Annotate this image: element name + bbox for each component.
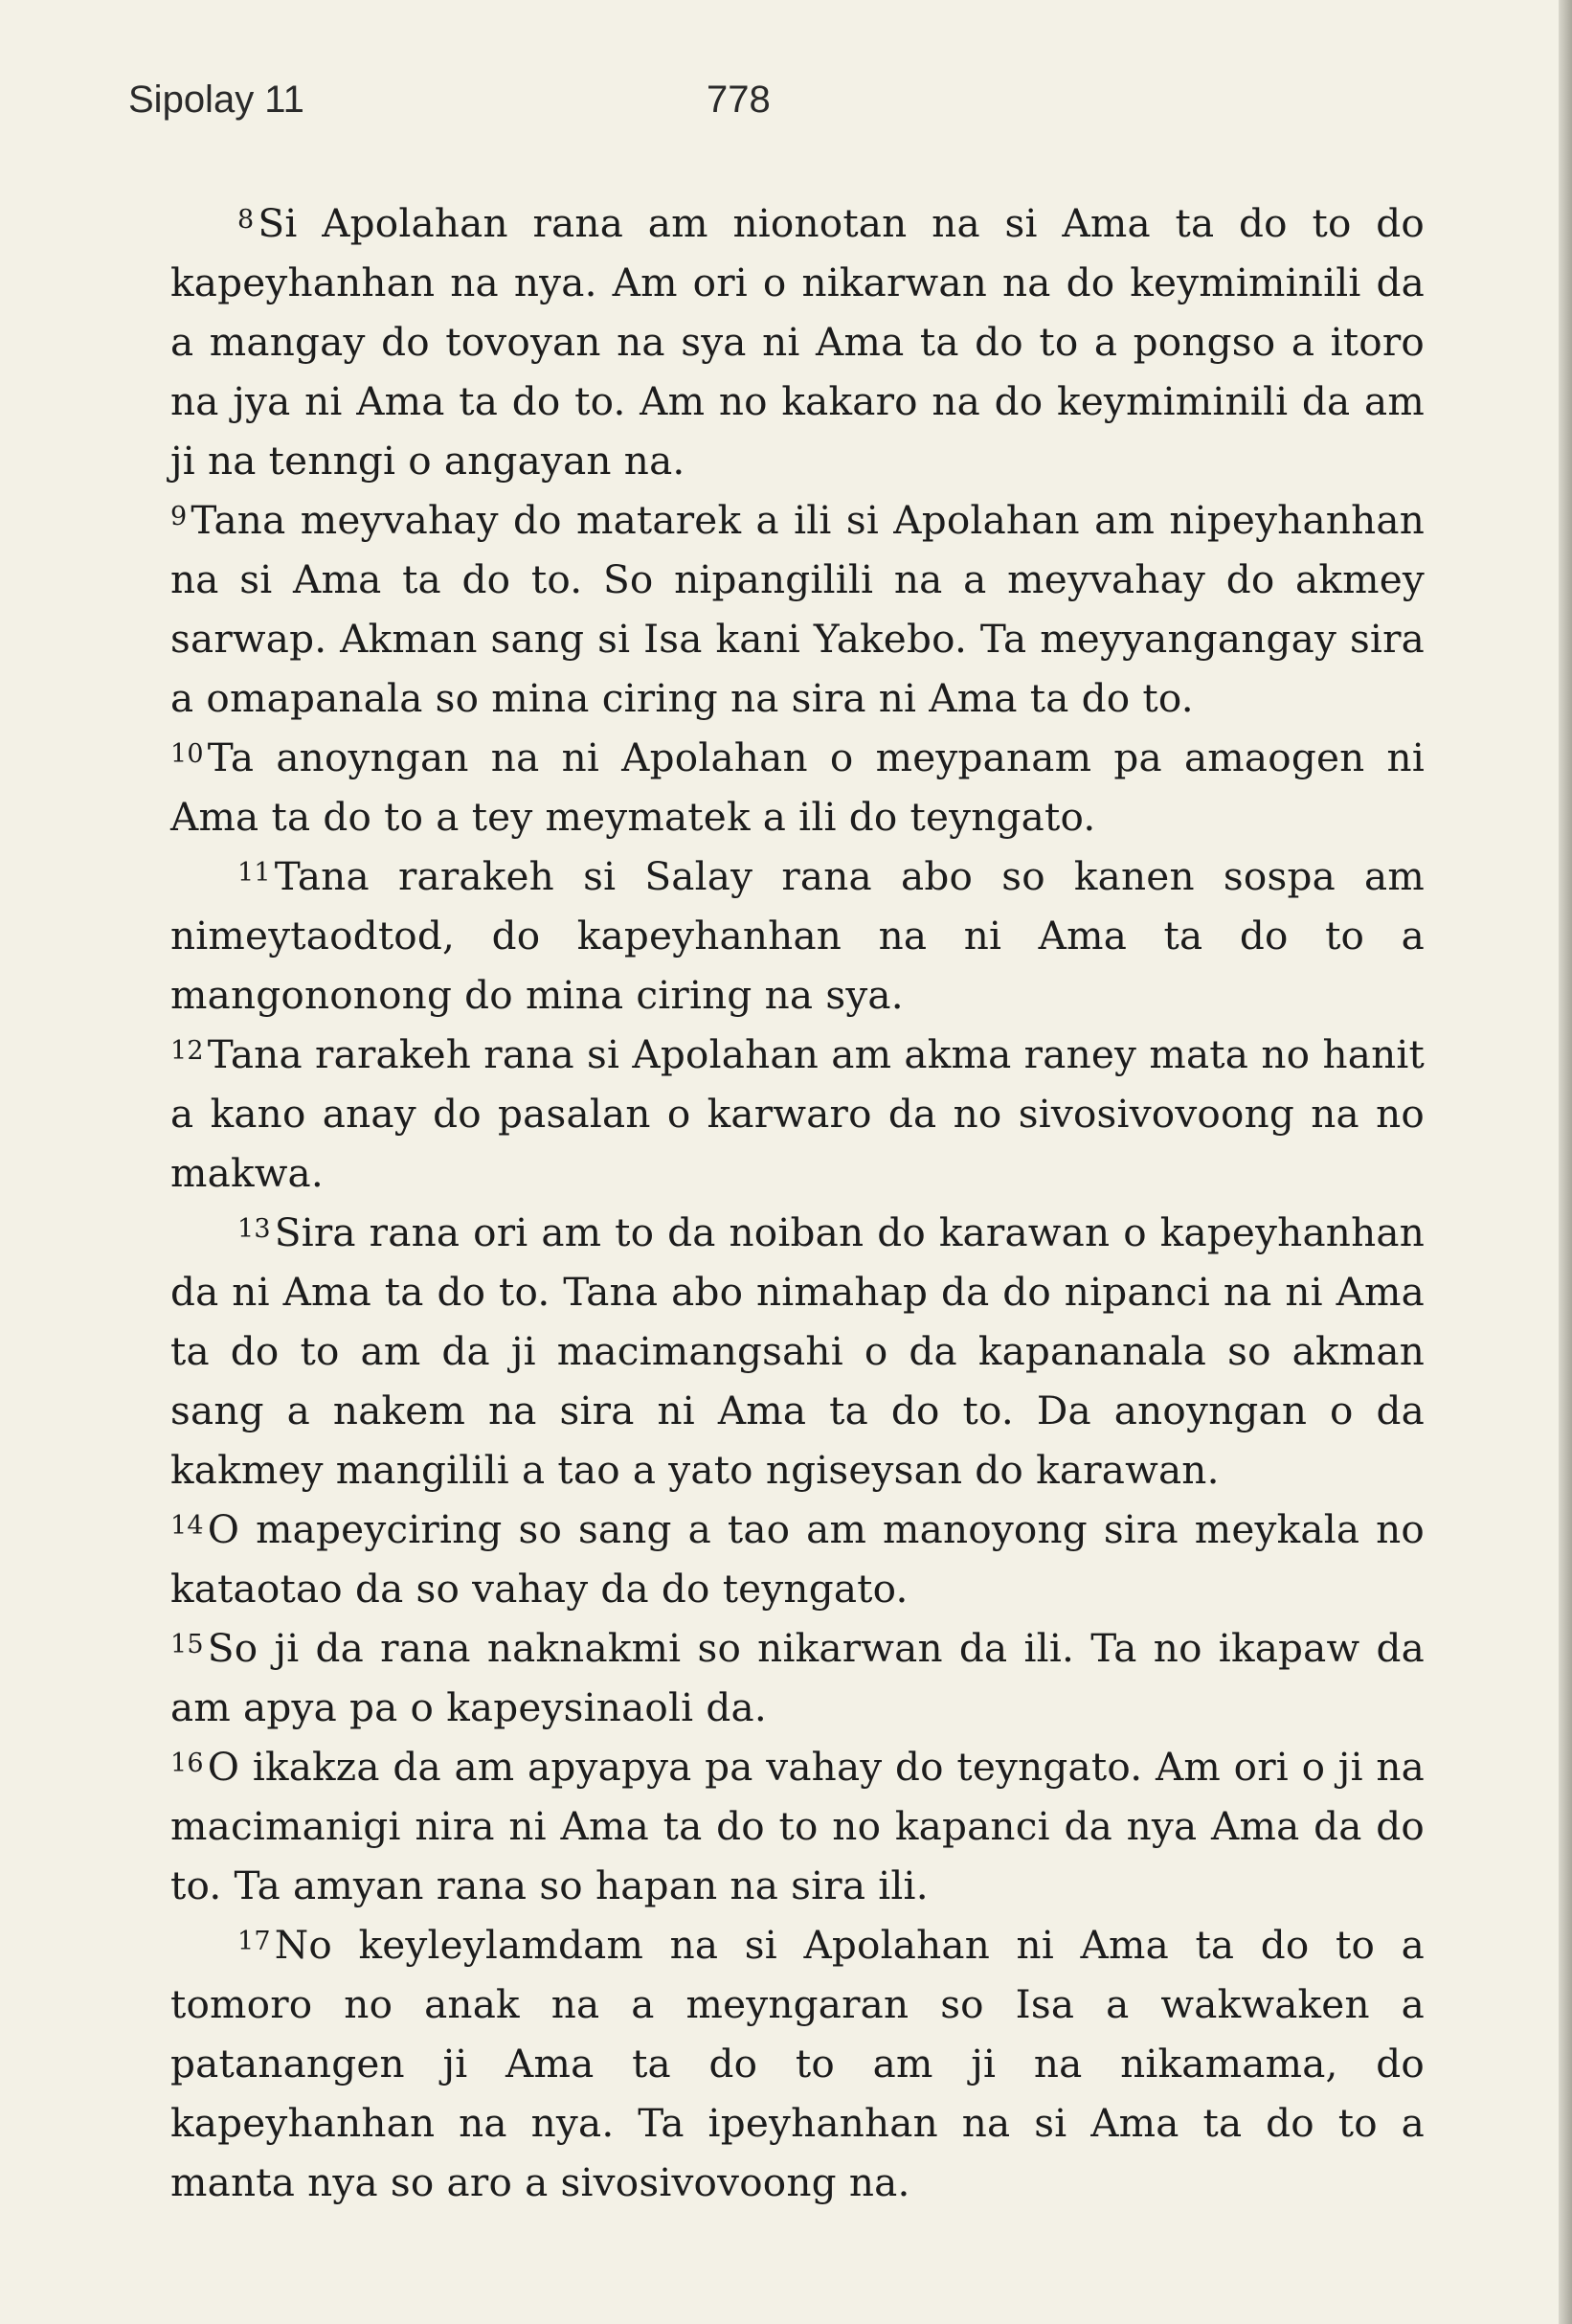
verse-number: 11 [237,858,271,888]
book-chapter-title: Sipolay 11 [128,79,304,121]
verse-number: 12 [170,1036,204,1066]
verse-number: 14 [170,1511,204,1541]
verse-8 [170,193,1425,490]
verse-text: O mapeyciring so sang a tao am manoyong sira meykala no kataotao da so vahay da do teyngato. [170,1506,1425,1612]
verse-text: O ikakza da am apyapya pa vahay do teyngato. Am ori o ji na macimanigi nira ni Ama ta do to no kapanci da nya Ama da do to. Ta amyan rana so hapan na sira ili. [170,1744,1425,1908]
verse-16 [170,1737,1425,1915]
verse-15 [170,1618,1425,1737]
verse-number: 15 [170,1630,204,1659]
verse-text: Si Apolahan rana am nionotan na si Ama ta do to do kapeyhanhan na nya. Am ori o nikarwan na do keymiminili da a mangay do tovoyan na sya ni Ama ta do to a pongso a itoro na jya ni Ama ta do to. Am no kakaro na do keymiminili da am ji na tenngi o angayan na. [170,200,1425,484]
verse-text: Tana rarakeh rana si Apolahan am akma raney mata no hanit a kano anay do pasalan o karwaro da no sivosivovoong na no makwa. [170,1031,1425,1196]
verse-text: So ji da rana naknakmi so nikarwan da ili. Ta no ikapaw da am apya pa o kapeysinaoli da. [170,1625,1425,1730]
verse-text: Sira rana ori am to da noiban do karawan o kapeyhanhan da ni Ama ta do to. Tana abo nimahap da do nipanci na ni Ama ta do to am da ji macimangsahi o da kapananala so akman sang a nakem na sira ni Ama ta do to. Da anoyngan o da kakmey mangilili a tao a yato ngiseysan do karawan. [170,1209,1425,1493]
verse-text: Ta anoyngan na ni Apolahan o meypanam pa amaogen ni Ama ta do to a tey meymatek a ili do teyngato. [170,734,1425,840]
verse-12 [170,1025,1425,1203]
page-number: 778 [707,79,771,121]
verse-10 [170,728,1425,846]
verse-number: 8 [237,205,255,235]
verse-number: 13 [237,1214,271,1244]
verse-number: 17 [237,1927,271,1956]
verse-14 [170,1500,1425,1618]
verse-11 [170,846,1425,1025]
page-edge [1559,0,1572,2324]
verse-number: 10 [170,739,204,769]
verse-text: Tana rarakeh si Salay rana abo so kanen sospa am nimeytaodtod, do kapeyhanhan na ni Ama ta do to a mangononong do mina ciring na sya. [170,853,1425,1018]
verse-text: No keyleylamdam na si Apolahan ni Ama ta do to a tomoro no anak na a meyngaran so Isa a wakwaken a patanangen ji Ama ta do to am ji na nikamama, do kapeyhanhan na nya. Ta ipeyhanhan na si Ama ta do to a manta nya so aro a sivosivovoong na. [170,1922,1425,2205]
verse-text: Tana meyvahay do matarek a ili si Apolahan am nipeyhanhan na si Ama ta do to. So nipangilili na a meyvahay do akmey sarwap. Akman sang si Isa kani Yakebo. Ta meyyangangay sira a omapanala so mina ciring na sira ni Ama ta do to. [170,497,1425,721]
verse-13 [170,1203,1425,1500]
verse-number: 9 [170,502,188,531]
verse-17 [170,1915,1425,2212]
scripture-text [170,193,1425,2212]
verse-9 [170,490,1425,728]
verse-number: 16 [170,1749,204,1778]
page-header [128,79,1430,136]
